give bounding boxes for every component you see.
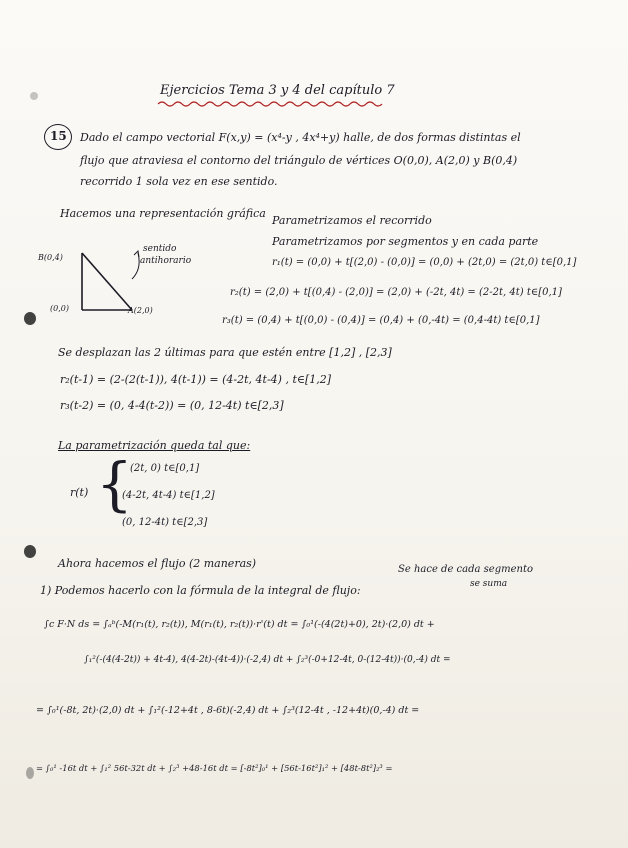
param-line-1: r₁(t) = (0,0) + t[(2,0) - (0,0)] = (0,0) + (2t,0) = (2t,0) t∈[0,1] — [272, 257, 577, 268]
piecewise-brace: { — [96, 450, 133, 518]
shift-line-2: r₃(t-2) = (0, 4-4(t-2)) = (0, 12-4t) t∈[2,3] — [60, 399, 284, 412]
binder-hole-3 — [24, 545, 36, 558]
graph-label-b: B(0,4) — [38, 253, 63, 262]
graph-label-sense-1: sentido — [143, 244, 177, 254]
method-1: 1) Podemos hacerlo con la fórmula de la integral de flujo: — [40, 584, 361, 597]
side-note-1: Se hace de cada segmento — [398, 564, 533, 575]
flux-header: Ahora hacemos el flujo (2 maneras) — [58, 557, 257, 570]
graph-label-a: A(2,0) — [128, 306, 153, 315]
piecewise-row-2: (4-2t, 4t-4) t∈[1,2] — [122, 490, 215, 501]
problem-text-line-2: flujo que atraviesa el contorno del triángulo de vértices O(0,0), A(2,0) y B(0,4) — [80, 154, 518, 167]
param-line-3: r₃(t) = (0,4) + t[(0,0) - (0,4)] = (0,4) + (0,-4t) = (0,4-4t) t∈[0,1] — [222, 315, 540, 326]
param-header-1: Parametrizamos el recorrido — [272, 214, 432, 227]
param-header-2: Parametrizamos por segmentos y en cada parte — [272, 235, 539, 248]
param-line-2: r₂(t) = (2,0) + t[(0,4) - (2,0)] = (2,0) + (-2t, 4t) = (2-2t, 4t) t∈[0,1] — [230, 287, 562, 298]
shift-header: Se desplazan las 2 últimas para que estén entre [1,2] , [2,3] — [58, 346, 392, 359]
problem-text-line-1: Dado el campo vectorial F(x,y) = (x⁴-y , 4x⁴+y) halle, de dos formas distintas el — [80, 131, 521, 144]
piecewise-header: La parametrización queda tal que: — [58, 439, 251, 452]
equation-line-1: ∫c F·N ds = ∫ₐᵇ(-M(r₁(t), r₂(t)), M(r₁(t), r₂(t))·r'(t) dt = ∫₀¹(-(4(2t)+0), 2t)·(2,0) dt + — [44, 619, 435, 630]
equation-line-4: = ∫₀¹ -16t dt + ∫₁² 56t-32t dt + ∫₂³ +48-16t dt = [-8t²]₀¹ + [56t-16t²]₁² + [48t-8t²]₂³ = — [36, 763, 393, 773]
shift-line-1: r₂(t-1) = (2-(2(t-1)), 4(t-1)) = (4-2t, 4t-4) , t∈[1,2] — [60, 373, 332, 386]
problem-text-line-3: recorrido 1 sola vez en ese sentido. — [80, 175, 278, 188]
graph-intro: Hacemos una representación gráfica — [60, 207, 266, 220]
problem-number: 15 — [50, 129, 67, 143]
piecewise-row-1: (2t, 0) t∈[0,1] — [130, 463, 200, 474]
binder-hole-1 — [30, 92, 38, 100]
equation-line-2: ∫₁²(-(4(4-2t)) + 4t-4), 4(4-2t)-(4t-4))·(-2,4) dt + ∫₂³(-0+12-4t, 0-(12-4t))·(0,-4) dt = — [84, 655, 451, 665]
graph-label-sense-2: antihorario — [140, 256, 192, 266]
side-note-2: se suma — [470, 579, 508, 589]
piecewise-lhs: r(t) — [70, 486, 89, 499]
graph-label-o: (0,0) — [50, 304, 69, 313]
equation-line-3: = ∫₀¹(-8t, 2t)·(2,0) dt + ∫₁²(-12+4t , 8-6t)(-2,4) dt + ∫₂³(12-4t , -12+4t)(0,-4) dt = — [36, 705, 420, 716]
page-title: Ejercicios Tema 3 y 4 del capítulo 7 — [160, 83, 395, 98]
binder-hole-4 — [26, 767, 34, 779]
title-underline — [158, 100, 388, 108]
binder-hole-2 — [24, 312, 36, 325]
piecewise-row-3: (0, 12-4t) t∈[2,3] — [122, 517, 208, 528]
